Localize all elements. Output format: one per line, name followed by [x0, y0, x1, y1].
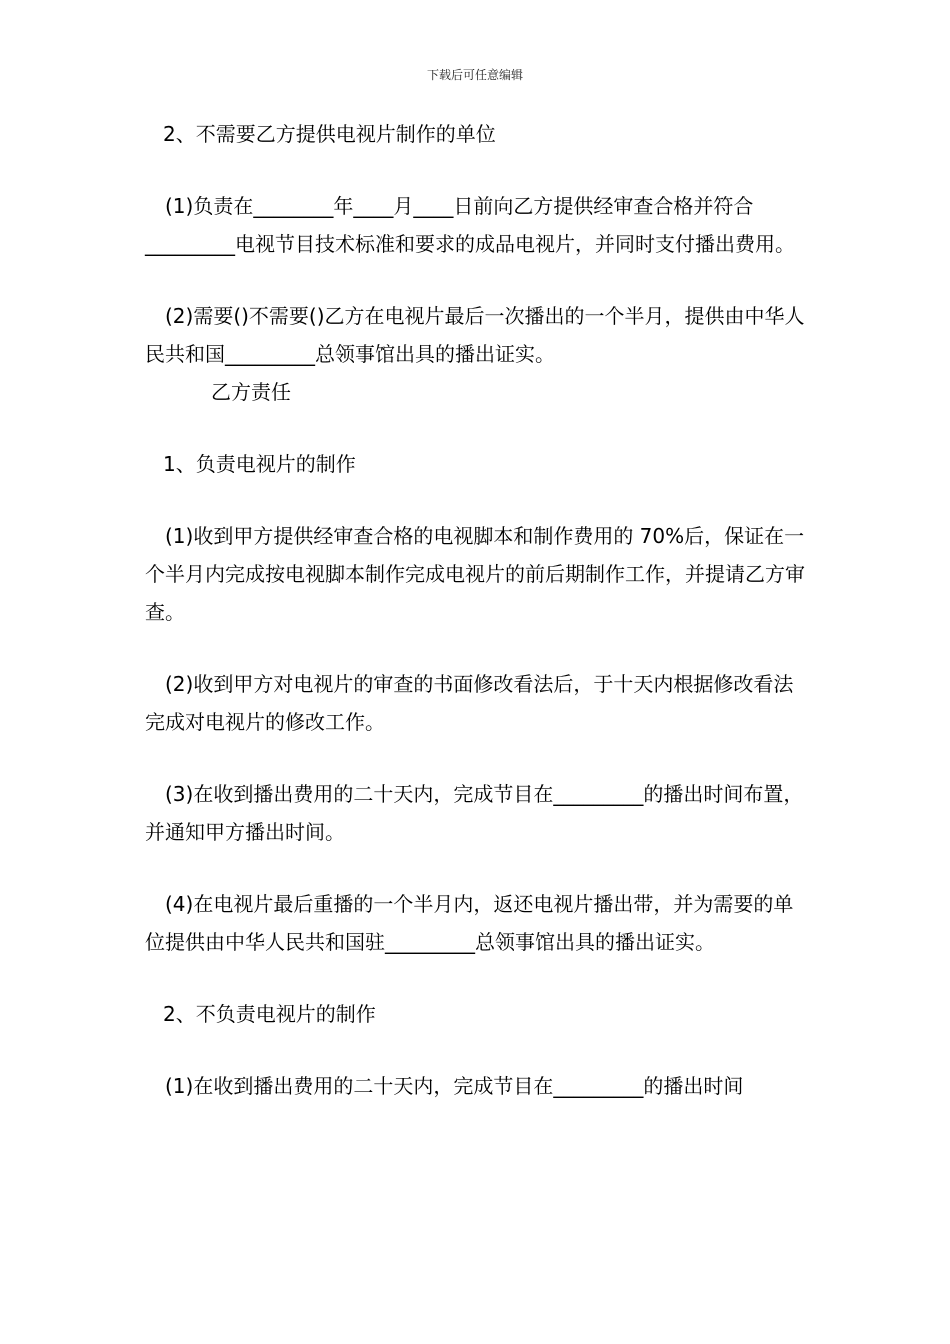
section-heading-no-production: 2、不需要乙方提供电视片制作的单位 — [163, 122, 496, 146]
page-header: 下载后可任意编辑 — [426, 68, 523, 82]
clause-c1: (1)在收到播出费用的二十天内，完成节目在_________的播出时间 — [165, 1074, 744, 1098]
clause-1: (1)负责在________年____月____日前向乙方提供经审查合格并符合_________电视节目技术标准和要求的成品电视片，并同时支付播出费用。 — [145, 194, 795, 256]
document-body — [145, 115, 810, 1105]
clause-b1: (1)收到甲方提供经审查合格的电视脚本和制作费用的 70%后，保证在一个半月内完成按电视脚本制作完成电视片的前后期制作工作，并提请乙方审查。 — [145, 524, 805, 624]
clause-b4: (4)在电视片最后重播的一个半月内，返还电视片播出带，并为需要的单位提供由中华人民共和国驻_________总领事馆出具的播出证实。 — [145, 892, 794, 954]
party-b-responsibility-heading: 乙方责任 — [211, 380, 291, 404]
clause-2: (2)需要()不需要()乙方在电视片最后一次播出的一个半月，提供由中华人民共和国_________总领事馆出具的播出证实。 — [145, 304, 805, 366]
clause-b3: (3)在收到播出费用的二十天内，完成节目在_________的播出时间布置，并通知甲方播出时间。 — [145, 782, 804, 844]
section-heading-not-production: 2、不负责电视片的制作 — [163, 1002, 376, 1026]
section-heading-production: 1、负责电视片的制作 — [163, 452, 356, 476]
clause-b2: (2)收到甲方对电视片的审查的书面修改看法后，于十天内根据修改看法完成对电视片的修改工作。 — [145, 672, 794, 734]
